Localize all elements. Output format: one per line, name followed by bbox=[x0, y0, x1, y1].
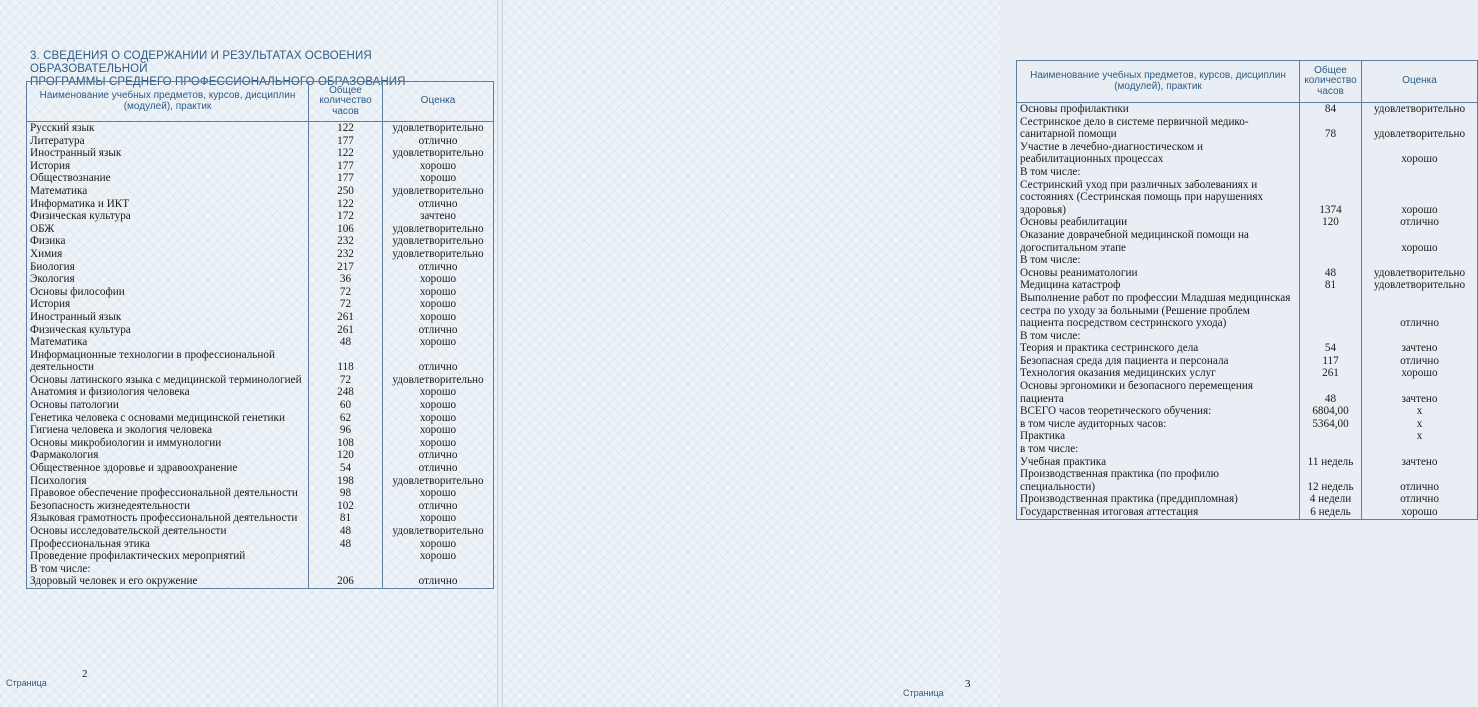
header-subject: Наименование учебных предметов, курсов, дисциплин (модулей), практик bbox=[1017, 61, 1300, 103]
hours-cell: 78 bbox=[1300, 116, 1362, 141]
hours-cell: 120 bbox=[1300, 216, 1362, 229]
hours-cell: 62 bbox=[309, 412, 383, 425]
page-number-left: 2 bbox=[82, 668, 88, 680]
table-row bbox=[27, 311, 494, 324]
hours-cell: 122 bbox=[309, 147, 383, 160]
table-row bbox=[1017, 279, 1478, 292]
grade-cell: удовлетворительно bbox=[383, 185, 494, 198]
header-grade: Оценка bbox=[383, 82, 494, 122]
right-grades-table bbox=[1016, 60, 1478, 520]
grade-cell: отлично bbox=[1362, 292, 1478, 330]
grade-cell bbox=[1362, 443, 1478, 456]
grade-cell: зачтено bbox=[383, 210, 494, 223]
grade-cell: хорошо bbox=[383, 273, 494, 286]
hours-cell: 198 bbox=[309, 475, 383, 488]
subject-cell: История bbox=[27, 298, 309, 311]
table-row bbox=[27, 172, 494, 185]
subject-cell: Сестринское дело в системе первичной медико-санитарной помощи bbox=[1017, 116, 1300, 141]
grade-cell: хорошо bbox=[383, 286, 494, 299]
table-row bbox=[1017, 254, 1478, 267]
grade-cell: отлично bbox=[1362, 355, 1478, 368]
table-row bbox=[27, 386, 494, 399]
hours-cell: 250 bbox=[309, 185, 383, 198]
table-row bbox=[27, 399, 494, 412]
hours-cell: 84 bbox=[1300, 103, 1362, 116]
grade-cell: хорошо bbox=[1362, 367, 1478, 380]
hours-cell: 98 bbox=[309, 487, 383, 500]
table-row bbox=[27, 349, 494, 374]
subject-cell: Основы исследовательской деятельности bbox=[27, 525, 309, 538]
hours-cell: 248 bbox=[309, 386, 383, 399]
subject-cell: Информатика и ИКТ bbox=[27, 198, 309, 211]
table-row bbox=[27, 475, 494, 488]
grade-cell bbox=[383, 563, 494, 576]
grade-cell bbox=[1362, 254, 1478, 267]
page-number-right: 3 bbox=[965, 678, 971, 690]
grade-cell: отлично bbox=[383, 135, 494, 148]
grade-cell: отлично bbox=[383, 261, 494, 274]
subject-cell: Языковая грамотность профессиональной деятельности bbox=[27, 512, 309, 525]
table-row bbox=[27, 324, 494, 337]
grade-cell: отлично bbox=[383, 500, 494, 513]
hours-cell: 177 bbox=[309, 172, 383, 185]
subject-cell: Химия bbox=[27, 248, 309, 261]
subject-cell: Общественное здоровье и здравоохранение bbox=[27, 462, 309, 475]
subject-cell: В том числе: bbox=[1017, 166, 1300, 179]
grade-cell: удовлетворительно bbox=[383, 235, 494, 248]
subject-cell: Физическая культура bbox=[27, 210, 309, 223]
grade-cell: отлично bbox=[1362, 468, 1478, 493]
table-row bbox=[27, 437, 494, 450]
hours-cell: 108 bbox=[309, 437, 383, 450]
subject-cell: В том числе: bbox=[27, 563, 309, 576]
subject-cell: Основы профилактики bbox=[1017, 103, 1300, 116]
header-hours: Общее количество часов bbox=[309, 82, 383, 122]
grade-cell: удовлетворительно bbox=[383, 223, 494, 236]
subject-cell: Государственная итоговая аттестация bbox=[1017, 506, 1300, 519]
table-row bbox=[1017, 468, 1478, 493]
table-row bbox=[27, 185, 494, 198]
grade-cell: хорошо bbox=[383, 399, 494, 412]
hours-cell: 11 недель bbox=[1300, 456, 1362, 469]
table-row bbox=[1017, 116, 1478, 141]
subject-cell: в том числе аудиторных часов: bbox=[1017, 418, 1300, 431]
hours-cell bbox=[1300, 229, 1362, 254]
hours-cell: 6 недель bbox=[1300, 506, 1362, 519]
subject-cell: Участие в лечебно-диагностическом и реабилитационных процессах bbox=[1017, 141, 1300, 166]
table-row bbox=[27, 575, 494, 588]
table-row bbox=[1017, 405, 1478, 418]
table-row bbox=[1017, 216, 1478, 229]
hours-cell: 232 bbox=[309, 235, 383, 248]
hours-cell: 48 bbox=[1300, 380, 1362, 405]
table-row bbox=[1017, 330, 1478, 343]
hours-cell: 117 bbox=[1300, 355, 1362, 368]
grade-cell: хорошо bbox=[383, 550, 494, 563]
hours-cell: 96 bbox=[309, 424, 383, 437]
grade-cell bbox=[1362, 330, 1478, 343]
grade-cell: удовлетворительно bbox=[383, 475, 494, 488]
grade-cell: удовлетворительно bbox=[383, 248, 494, 261]
hours-cell: 102 bbox=[309, 500, 383, 513]
grade-cell: отлично bbox=[383, 324, 494, 337]
subject-cell: Экология bbox=[27, 273, 309, 286]
subject-cell: Основы патологии bbox=[27, 399, 309, 412]
grade-cell: удовлетворительно bbox=[383, 147, 494, 160]
subject-cell: Физика bbox=[27, 235, 309, 248]
table-row bbox=[27, 147, 494, 160]
subject-cell: В том числе: bbox=[1017, 254, 1300, 267]
table-row bbox=[27, 122, 494, 135]
hours-cell: 232 bbox=[309, 248, 383, 261]
hours-cell: 48 bbox=[309, 538, 383, 551]
hours-cell: 122 bbox=[309, 198, 383, 211]
subject-cell: Производственная практика (по профилю специальности) bbox=[1017, 468, 1300, 493]
subject-cell: Учебная практика bbox=[1017, 456, 1300, 469]
table-row bbox=[27, 538, 494, 551]
table-row bbox=[27, 235, 494, 248]
grade-cell: отлично bbox=[383, 198, 494, 211]
hours-cell: 48 bbox=[309, 336, 383, 349]
grade-cell: хорошо bbox=[383, 538, 494, 551]
grade-cell bbox=[1362, 166, 1478, 179]
table-row bbox=[27, 449, 494, 462]
grade-cell: хорошо bbox=[383, 336, 494, 349]
grade-cell: хорошо bbox=[1362, 506, 1478, 519]
hours-cell: 206 bbox=[309, 575, 383, 588]
subject-cell: Выполнение работ по профессии Младшая медицинская сестра по уходу за больными (Решение проблем пациента посредством сестринского ухода) bbox=[1017, 292, 1300, 330]
table-row bbox=[1017, 292, 1478, 330]
table-row bbox=[1017, 418, 1478, 431]
subject-cell: Проведение профилактических мероприятий bbox=[27, 550, 309, 563]
grade-cell: хорошо bbox=[383, 412, 494, 425]
subject-cell: Фармакология bbox=[27, 449, 309, 462]
subject-cell: Безопасность жизнедеятельности bbox=[27, 500, 309, 513]
hours-cell: 72 bbox=[309, 374, 383, 387]
grade-cell: удовлетворительно bbox=[383, 374, 494, 387]
table-row bbox=[1017, 179, 1478, 217]
grade-cell: x bbox=[1362, 418, 1478, 431]
table-row bbox=[1017, 367, 1478, 380]
table-row bbox=[27, 487, 494, 500]
table-row bbox=[27, 424, 494, 437]
grade-cell: хорошо bbox=[383, 172, 494, 185]
grade-cell: хорошо bbox=[383, 298, 494, 311]
grade-cell: хорошо bbox=[383, 386, 494, 399]
grade-cell: удовлетворительно bbox=[1362, 103, 1478, 116]
hours-cell: 172 bbox=[309, 210, 383, 223]
hours-cell: 54 bbox=[309, 462, 383, 475]
header-subject: Наименование учебных предметов, курсов, дисциплин (модулей), практик bbox=[27, 82, 309, 122]
subject-cell: Обществознание bbox=[27, 172, 309, 185]
hours-cell: 261 bbox=[309, 324, 383, 337]
table-row bbox=[1017, 166, 1478, 179]
subject-cell: Здоровый человек и его окружение bbox=[27, 575, 309, 588]
hours-cell: 81 bbox=[309, 512, 383, 525]
hours-cell: 54 bbox=[1300, 342, 1362, 355]
hours-cell: 5364,00 bbox=[1300, 418, 1362, 431]
hours-cell bbox=[309, 563, 383, 576]
subject-cell: Математика bbox=[27, 185, 309, 198]
grade-cell: хорошо bbox=[383, 160, 494, 173]
grade-cell: отлично bbox=[383, 575, 494, 588]
subject-cell: Сестринский уход при различных заболеваниях и состояниях (Сестринская помощь при нарушениях здоровья) bbox=[1017, 179, 1300, 217]
subject-cell: Основы эргономики и безопасного перемещения пациента bbox=[1017, 380, 1300, 405]
subject-cell: Производственная практика (преддипломная) bbox=[1017, 493, 1300, 506]
section-title-line2: ПРОГРАММЫ СРЕДНЕГО ПРОФЕССИОНАЛЬНОГО ОБРАЗОВАНИЯ bbox=[30, 76, 406, 88]
hours-cell: 4 недели bbox=[1300, 493, 1362, 506]
hours-cell: 72 bbox=[309, 298, 383, 311]
grade-cell: отлично bbox=[1362, 216, 1478, 229]
table-row bbox=[1017, 141, 1478, 166]
grade-cell: хорошо bbox=[1362, 141, 1478, 166]
hours-cell bbox=[1300, 443, 1362, 456]
subject-cell: Математика bbox=[27, 336, 309, 349]
table-row bbox=[27, 336, 494, 349]
grade-cell: отлично bbox=[383, 462, 494, 475]
table-row bbox=[27, 135, 494, 148]
page-right bbox=[503, 0, 1466, 707]
grade-cell: отлично bbox=[383, 349, 494, 374]
table-row bbox=[27, 198, 494, 211]
table-row bbox=[27, 462, 494, 475]
grade-cell: хорошо bbox=[383, 487, 494, 500]
grade-cell: зачтено bbox=[1362, 342, 1478, 355]
hours-cell: 6804,00 bbox=[1300, 405, 1362, 418]
grade-cell: хорошо bbox=[383, 512, 494, 525]
left-table-body bbox=[27, 122, 494, 589]
grade-cell: хорошо bbox=[383, 424, 494, 437]
hours-cell bbox=[1300, 254, 1362, 267]
table-row bbox=[1017, 103, 1478, 116]
subject-cell: Русский язык bbox=[27, 122, 309, 135]
page-label-right: Страница bbox=[903, 688, 944, 698]
grade-cell: x bbox=[1362, 430, 1478, 443]
table-row bbox=[27, 223, 494, 236]
grade-cell: хорошо bbox=[1362, 179, 1478, 217]
hours-cell: 48 bbox=[1300, 267, 1362, 280]
subject-cell: Литература bbox=[27, 135, 309, 148]
hours-cell bbox=[1300, 141, 1362, 166]
subject-cell: Основы реаниматологии bbox=[1017, 267, 1300, 280]
table-row bbox=[27, 550, 494, 563]
table-row bbox=[27, 512, 494, 525]
hours-cell: 122 bbox=[309, 122, 383, 135]
table-row bbox=[27, 500, 494, 513]
grade-cell: хорошо bbox=[383, 437, 494, 450]
table-row bbox=[1017, 493, 1478, 506]
grade-cell: удовлетворительно bbox=[1362, 279, 1478, 292]
left-grades-table bbox=[26, 81, 494, 589]
grade-cell: x bbox=[1362, 405, 1478, 418]
table-row bbox=[27, 160, 494, 173]
hours-cell: 36 bbox=[309, 273, 383, 286]
subject-cell: ВСЕГО часов теоретического обучения: bbox=[1017, 405, 1300, 418]
hours-cell: 261 bbox=[1300, 367, 1362, 380]
subject-cell: Иностранный язык bbox=[27, 311, 309, 324]
subject-cell: Практика bbox=[1017, 430, 1300, 443]
header-hours: Общее количество часов bbox=[1300, 61, 1362, 103]
subject-cell: Гигиена человека и экология человека bbox=[27, 424, 309, 437]
hours-cell: 12 недель bbox=[1300, 468, 1362, 493]
subject-cell: Основы философии bbox=[27, 286, 309, 299]
subject-cell: Иностранный язык bbox=[27, 147, 309, 160]
table-row bbox=[27, 412, 494, 425]
subject-cell: Основы микробиологии и иммунологии bbox=[27, 437, 309, 450]
hours-cell: 217 bbox=[309, 261, 383, 274]
hours-cell: 177 bbox=[309, 160, 383, 173]
page-label-left: Страница bbox=[6, 678, 47, 688]
hours-cell: 120 bbox=[309, 449, 383, 462]
table-row bbox=[1017, 267, 1478, 280]
subject-cell: Оказание доврачебной медицинской помощи на догоспитальном этапе bbox=[1017, 229, 1300, 254]
table-row bbox=[1017, 342, 1478, 355]
table-row bbox=[1017, 456, 1478, 469]
subject-cell: Информационные технологии в профессиональной деятельности bbox=[27, 349, 309, 374]
hours-cell: 48 bbox=[309, 525, 383, 538]
grade-cell: хорошо bbox=[383, 311, 494, 324]
subject-cell: Анатомия и физиология человека bbox=[27, 386, 309, 399]
subject-cell: В том числе: bbox=[1017, 330, 1300, 343]
hours-cell: 261 bbox=[309, 311, 383, 324]
table-row bbox=[1017, 380, 1478, 405]
grade-cell: зачтено bbox=[1362, 456, 1478, 469]
hours-cell bbox=[1300, 330, 1362, 343]
grade-cell: удовлетворительно bbox=[1362, 116, 1478, 141]
grade-cell: отлично bbox=[1362, 493, 1478, 506]
section-title-line1: 3. СВЕДЕНИЯ О СОДЕРЖАНИИ И РЕЗУЛЬТАТАХ ОСВОЕНИЯ ОБРАЗОВАТЕЛЬНОЙ bbox=[30, 50, 372, 75]
subject-cell: Основы латинского языка с медицинской терминологией bbox=[27, 374, 309, 387]
table-row bbox=[1017, 443, 1478, 456]
table-row bbox=[27, 298, 494, 311]
header-grade: Оценка bbox=[1362, 61, 1478, 103]
subject-cell: Генетика человека с основами медицинской генетики bbox=[27, 412, 309, 425]
table-row bbox=[1017, 229, 1478, 254]
subject-cell: Правовое обеспечение профессиональной деятельности bbox=[27, 487, 309, 500]
hours-cell: 106 bbox=[309, 223, 383, 236]
right-table-body bbox=[1017, 103, 1478, 520]
table-row bbox=[27, 525, 494, 538]
table-row bbox=[27, 286, 494, 299]
subject-cell: Основы реабилитации bbox=[1017, 216, 1300, 229]
subject-cell: Медицина катастроф bbox=[1017, 279, 1300, 292]
hours-cell bbox=[1300, 166, 1362, 179]
hours-cell bbox=[1300, 430, 1362, 443]
page-left bbox=[0, 0, 497, 707]
hours-cell: 60 bbox=[309, 399, 383, 412]
hours-cell: 1374 bbox=[1300, 179, 1362, 217]
table-row bbox=[27, 210, 494, 223]
table-row bbox=[27, 563, 494, 576]
grade-cell: зачтено bbox=[1362, 380, 1478, 405]
table-row bbox=[27, 374, 494, 387]
subject-cell: Психология bbox=[27, 475, 309, 488]
hours-cell bbox=[1300, 292, 1362, 330]
subject-cell: в том числе: bbox=[1017, 443, 1300, 456]
hours-cell: 177 bbox=[309, 135, 383, 148]
subject-cell: Профессиональная этика bbox=[27, 538, 309, 551]
table-row bbox=[1017, 355, 1478, 368]
table-row bbox=[27, 273, 494, 286]
grade-cell: удовлетворительно bbox=[383, 122, 494, 135]
subject-cell: Безопасная среда для пациента и персонала bbox=[1017, 355, 1300, 368]
subject-cell: Физическая культура bbox=[27, 324, 309, 337]
table-row bbox=[1017, 430, 1478, 443]
grade-cell: хорошо bbox=[1362, 229, 1478, 254]
hours-cell: 118 bbox=[309, 349, 383, 374]
grade-cell: удовлетворительно bbox=[1362, 267, 1478, 280]
grade-cell: отлично bbox=[383, 449, 494, 462]
subject-cell: История bbox=[27, 160, 309, 173]
table-row bbox=[1017, 506, 1478, 519]
subject-cell: Теория и практика сестринского дела bbox=[1017, 342, 1300, 355]
table-row bbox=[27, 248, 494, 261]
hours-cell: 81 bbox=[1300, 279, 1362, 292]
hours-cell bbox=[309, 550, 383, 563]
grade-cell: удовлетворительно bbox=[383, 525, 494, 538]
subject-cell: ОБЖ bbox=[27, 223, 309, 236]
subject-cell: Технология оказания медицинских услуг bbox=[1017, 367, 1300, 380]
subject-cell: Биология bbox=[27, 261, 309, 274]
table-row bbox=[27, 261, 494, 274]
hours-cell: 72 bbox=[309, 286, 383, 299]
